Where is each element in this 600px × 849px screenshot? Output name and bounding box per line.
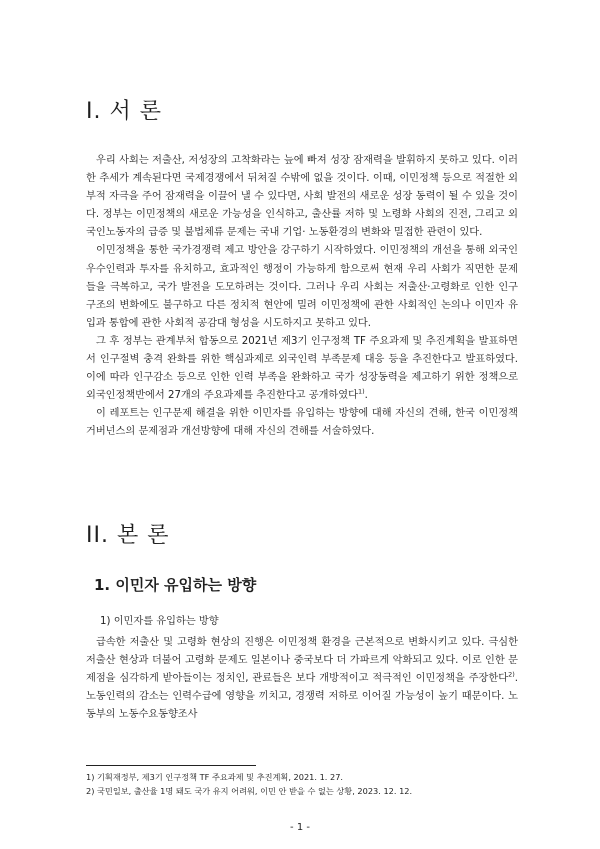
- section-1-body: [86, 634, 518, 724]
- chapter-2-heading: II. 본 론: [86, 523, 170, 548]
- footnotes: [86, 770, 412, 798]
- intro-paragraph-3-text: 그 후 정부는 관계부처 합동으로 2021년 제3기 인구정책 TF 주요과제 및 추진계획을 발표하면서 인구절벽 충격 완화를 위한 핵심과제로 외국인력 부족문제 대응 등을 추진한다고 발표하였다. 이에 따라 인구감소 등으로 인한 인력 부족을 완화하고 국가 성장동력을 제고하기 위한 정책으로 외국인정책반에서 27개의 주요과제를 추진한다고 공개하였다: [86, 335, 518, 402]
- subsection-1-heading: 1) 이민자를 유입하는 방향: [100, 616, 219, 627]
- intro-paragraph-2: 이민정책을 통한 국가경쟁력 제고 방안을 강구하기 시작하였다. 이민정책의 개선을 통해 외국인 우수인력과 투자를 유치하고, 효과적인 행정이 가능하게 함으로써 현재 우리 사회가 직면한 문제들을 극복하고, 국가 발전을 도모하려는 것이다. 그러나 우리 사회는 저출산·고령화로 인한 인구 구조의 변화에도 불구하고 다른 정치적 현안에 밀려 이민정책에 관한 사회적인 논의나 이민자 유입과 통합에 관한 사회적 공감대 형성을 시도하지고 못하고 있다.: [86, 245, 518, 329]
- intro-paragraph-4: 이 레포트는 인구문제 해결을 위한 이민자를 유입하는 방향에 대해 자신의 견해, 한국 이민정책 거버넌스의 문제점과 개선방향에 대해 자신의 견해를 서술하였다.: [86, 408, 518, 438]
- body-paragraph-text-b: . 노동인력의 감소는 인력수급에 영향을 끼치고, 경쟁력 저하로 이어질 가능성이 높기 때문이다. 노동부의 노동수요동향조사: [86, 673, 518, 721]
- section-1-heading: 1. 이민자 유입하는 방향: [94, 576, 257, 594]
- chapter-1-heading: I. 서 론: [86, 99, 162, 124]
- footnote-2: 2) 국민일보, 출산율 1명 돼도 국가 유지 어려워, 이민 안 받을 수 없는 상황, 2023. 12. 12.: [86, 786, 413, 796]
- intro-paragraph-3: 그 후 정부는 관계부처 합동으로 2021년 제3기 인구정책 TF 주요과제 및 추진계획을 발표하면서 인구절벽 충격 완화를 위한 핵심과제로 외국인력 부족문제 대응 등을 추진한다고 발표하였다. 이에 따라 인구감소 등으로 인한 인력 부족을 완화하고 국가 성장동력을 제고하기 위한 정책으로 외국인정책반에서 27개의 주요과제를 추진한다고 공개하였다$^{1)}$.: [86, 335, 518, 402]
- footnote-1: 1) 기획재정부, 제3기 인구정책 TF 주요과제 및 추진계획, 2021. 1. 27.: [86, 772, 344, 782]
- introduction-body: [86, 152, 518, 442]
- page-number: - 1 -: [290, 822, 310, 833]
- body-paragraph: [86, 634, 518, 724]
- intro-paragraph-1: 우리 사회는 저출산, 저성장의 고착화라는 늪에 빠져 성장 잠재력을 발휘하지 못하고 있다. 이러한 추세가 계속된다면 국제경쟁에서 뒤쳐질 수밖에 없을 것이다. 이때, 이민정책 등으로 적절한 외부적 자극을 주어 잠재력을 이끌어 낼 수 있다면, 사회 발전의 새로운 성장 동력이 될 수 있을 것이다. 정부는 이민정책의 새로운 가능성을 인식하고, 출산률 저하 및 노령화 사회의 진전, 그리고 외국인노동자의 급증 및 불법체류 문제는 국내 기업· 노동환경의 변화와 밀접한 관련이 있다.: [86, 155, 518, 239]
- footnote-marker-2[interactable]: 2): [508, 670, 515, 679]
- footnote-marker-1[interactable]: 1): [357, 387, 365, 396]
- body-paragraph-text-a: 급속한 저출산 및 고령화 현상의 진행은 이민정책 환경을 근본적으로 변화시키고 있다. 극심한 저출산 현상과 더불어 고령화 문제도 일본이나 중국보다 더 가파르게 악화되고 있다. 이로 인한 문제점을 심각하게 받아들이는 정치인, 관료들은 보다 개방적이고 적극적인 이민정책을 주장한다: [86, 637, 518, 685]
- footnote-divider: [86, 765, 256, 766]
